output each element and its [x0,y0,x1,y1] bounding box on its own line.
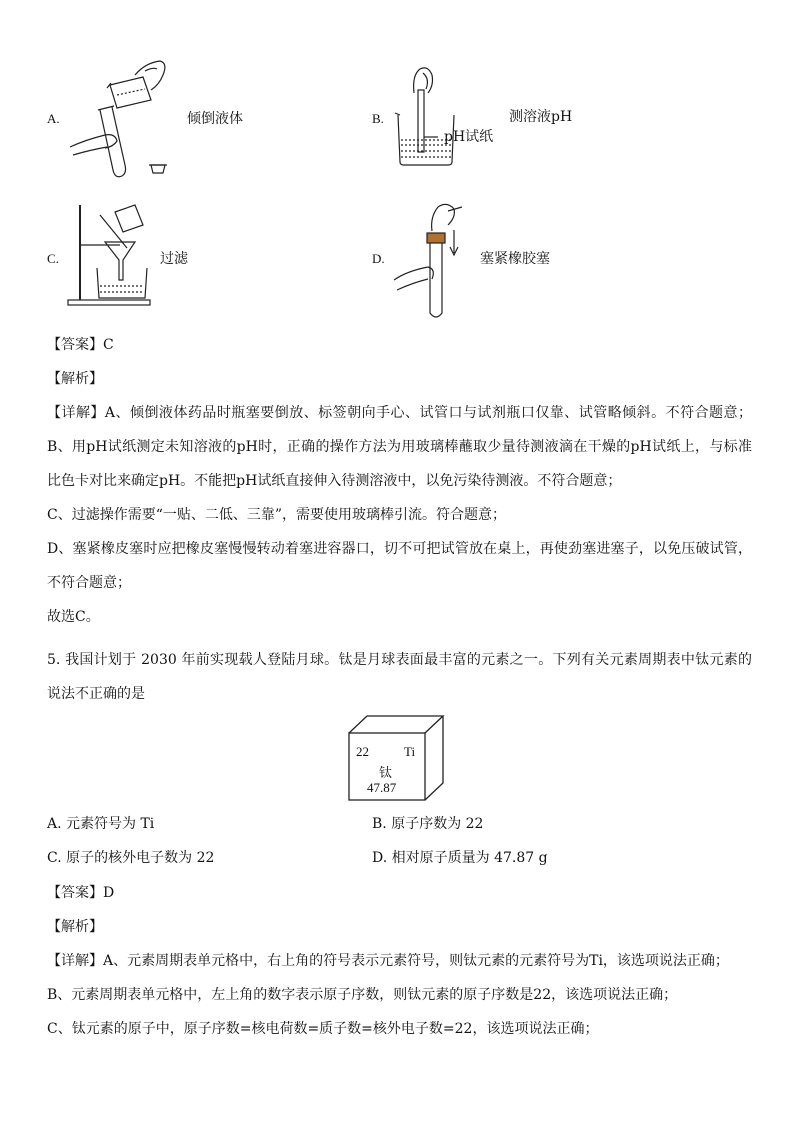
q5-stem-line: 5. 我国计划于 2030 年前实现载人登陆月球。钛是月球表面最丰富的元素之一。下列有关元素周期表中钛元素的 [47,652,752,668]
q4-detail-line: 【详解】A、倾倒液体药品时瓶塞要倒放、标签朝向手心、试管口与试剂瓶口仅靠、试管略倾斜。不符合题意； [47,405,752,421]
option-a-letter: A. [47,111,60,126]
q4-solution [47,328,752,634]
ph-measure-illustration [390,65,510,170]
option-d-letter: D. [372,251,385,266]
q4-answer: 【答案】C [47,337,114,353]
q4-detail-line: 比色卡对比来确定pH。不能把pH试纸直接伸入待测溶液中，以免污染待测液。不符合题意； [47,473,622,489]
q5-stem-line: 说法不正确的是 [47,686,145,702]
q4-detail-line: 故选C。 [47,609,100,625]
q5-detail-line: 【详解】A、元素周期表单元格中，右上角的符号表示元素符号，则钛元素的元素符号为Ti，该选项说法正确； [47,953,729,969]
option-a-label: 倾倒液体 [187,111,243,127]
q5-detail-line: B、元素周期表单元格中，左上角的数字表示原子序数，则钛元素的原子序数是22，该选项说法正确； [47,987,678,1003]
atomic-mass: 47.87 [367,780,397,795]
q5-option-a: A. 元素符号为 Ti [47,816,155,832]
q5-option-b: B. 原子序数为 22 [372,816,484,832]
option-c-label: 过滤 [160,251,188,267]
option-b-label: 测溶液pH [509,109,573,125]
q5-solution [47,876,752,1046]
q4-analysis-heading: 【解析】 [47,371,103,387]
q5-detail-line: C、钛元素的原子中，原子序数=核电荷数=质子数=核外电子数=22，该选项说法正确； [47,1021,599,1037]
ph-paper-label: pH试纸 [444,129,494,145]
option-d-label: 塞紧橡胶塞 [480,251,550,267]
q4-detail-line: B、用pH试纸测定未知溶液的pH时，正确的操作方法为用玻璃棒蘸取少量待测液滴在干燥的pH试纸上，与标准 [47,439,752,455]
option-c-letter: C. [47,251,59,266]
q5-option-c: C. 原子的核外电子数为 22 [47,850,215,866]
option-b-letter: B. [372,111,384,126]
q5-stem [47,643,752,711]
element-cell-titanium [345,713,445,803]
filtration-illustration [65,200,155,310]
insert-stopper-illustration [392,195,482,320]
q5-analysis-heading: 【解析】 [47,919,103,935]
q5-option-d: D. 相对原子质量为 47.87 g [372,850,548,866]
atomic-number: 22 [356,744,369,759]
q4-detail-line: 不符合题意； [47,575,131,591]
element-name: 钛 [379,765,393,780]
pouring-liquid-illustration [65,55,175,180]
element-symbol: Ti [404,744,416,759]
q4-detail-line: D、塞紧橡皮塞时应把橡皮塞慢慢转动着塞进容器口，切不可把试管放在桌上，再使劲塞进塞子，以免压破试管， [47,541,752,557]
q4-detail-line: C、过滤操作需要“一贴、二低、三靠”，需要使用玻璃棒引流。符合题意； [47,507,507,523]
q5-answer: 【答案】D [47,885,115,901]
